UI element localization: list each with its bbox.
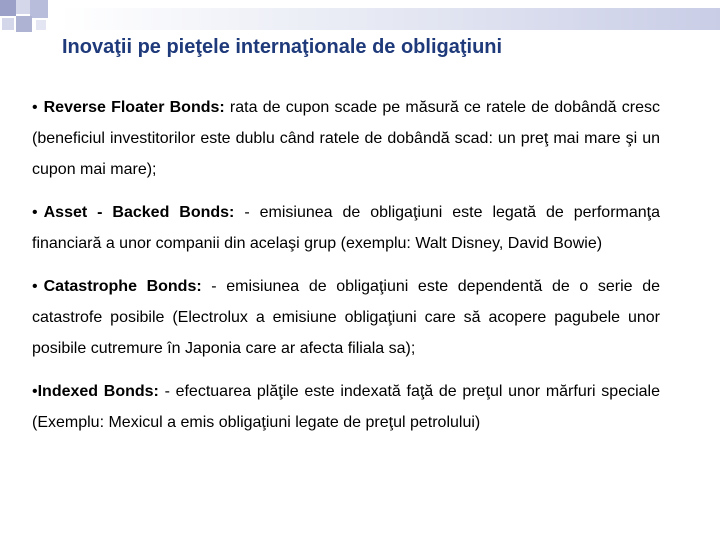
decor-square [16,16,32,32]
bullet-marker: • [32,278,38,295]
bullet-marker: • [32,204,38,221]
bond-description: - emisiunea de obligaţiuni este dependentă de o serie de catastrofe posibile (Electrolux a emisiune obligaţiuni care să acopere pagubele unor posibile cutremure în Japonia care ar afecta filiala sa); [32,278,660,357]
decor-square [16,0,30,14]
bond-term: Indexed Bonds: [37,383,159,400]
bond-term: Asset - Backed Bonds: [43,204,235,221]
header-decoration [0,0,720,40]
bond-term: Reverse Floater Bonds: [43,99,225,116]
list-item [32,376,660,438]
bullet-marker: • [32,99,38,116]
list-item [32,92,660,185]
decor-square [36,20,46,30]
list-item [32,197,660,259]
header-gradient-bar [60,8,720,30]
bond-description: - emisiunea de obligaţiuni este legată de performanţa financiară a unor companii din acelaşi grup (exemplu: Walt Disney, David Bowie) [32,204,660,252]
bullet-marker: • [32,383,38,400]
decor-square [30,0,48,18]
bond-term: Catastrophe Bonds: [43,278,202,295]
decor-square [2,18,14,30]
bond-description: - efectuarea plăţile este indexată faţă de preţul unor mărfuri speciale (Exemplu: Mexicul a emis obligaţiuni legate de preţul petrolului) [32,383,661,431]
bond-description: rata de cupon scade pe măsură ce ratele de dobândă cresc (beneficiul investitorilor este dublu când ratele de dobândă scad: un preţ mai mare şi un cupon mai mare); [32,99,661,178]
list-item [32,271,660,364]
decor-square [0,0,16,16]
page-title: Inovaţii pe pieţele internaţionale de obligaţiuni [62,36,503,58]
bullet-list [32,92,660,450]
